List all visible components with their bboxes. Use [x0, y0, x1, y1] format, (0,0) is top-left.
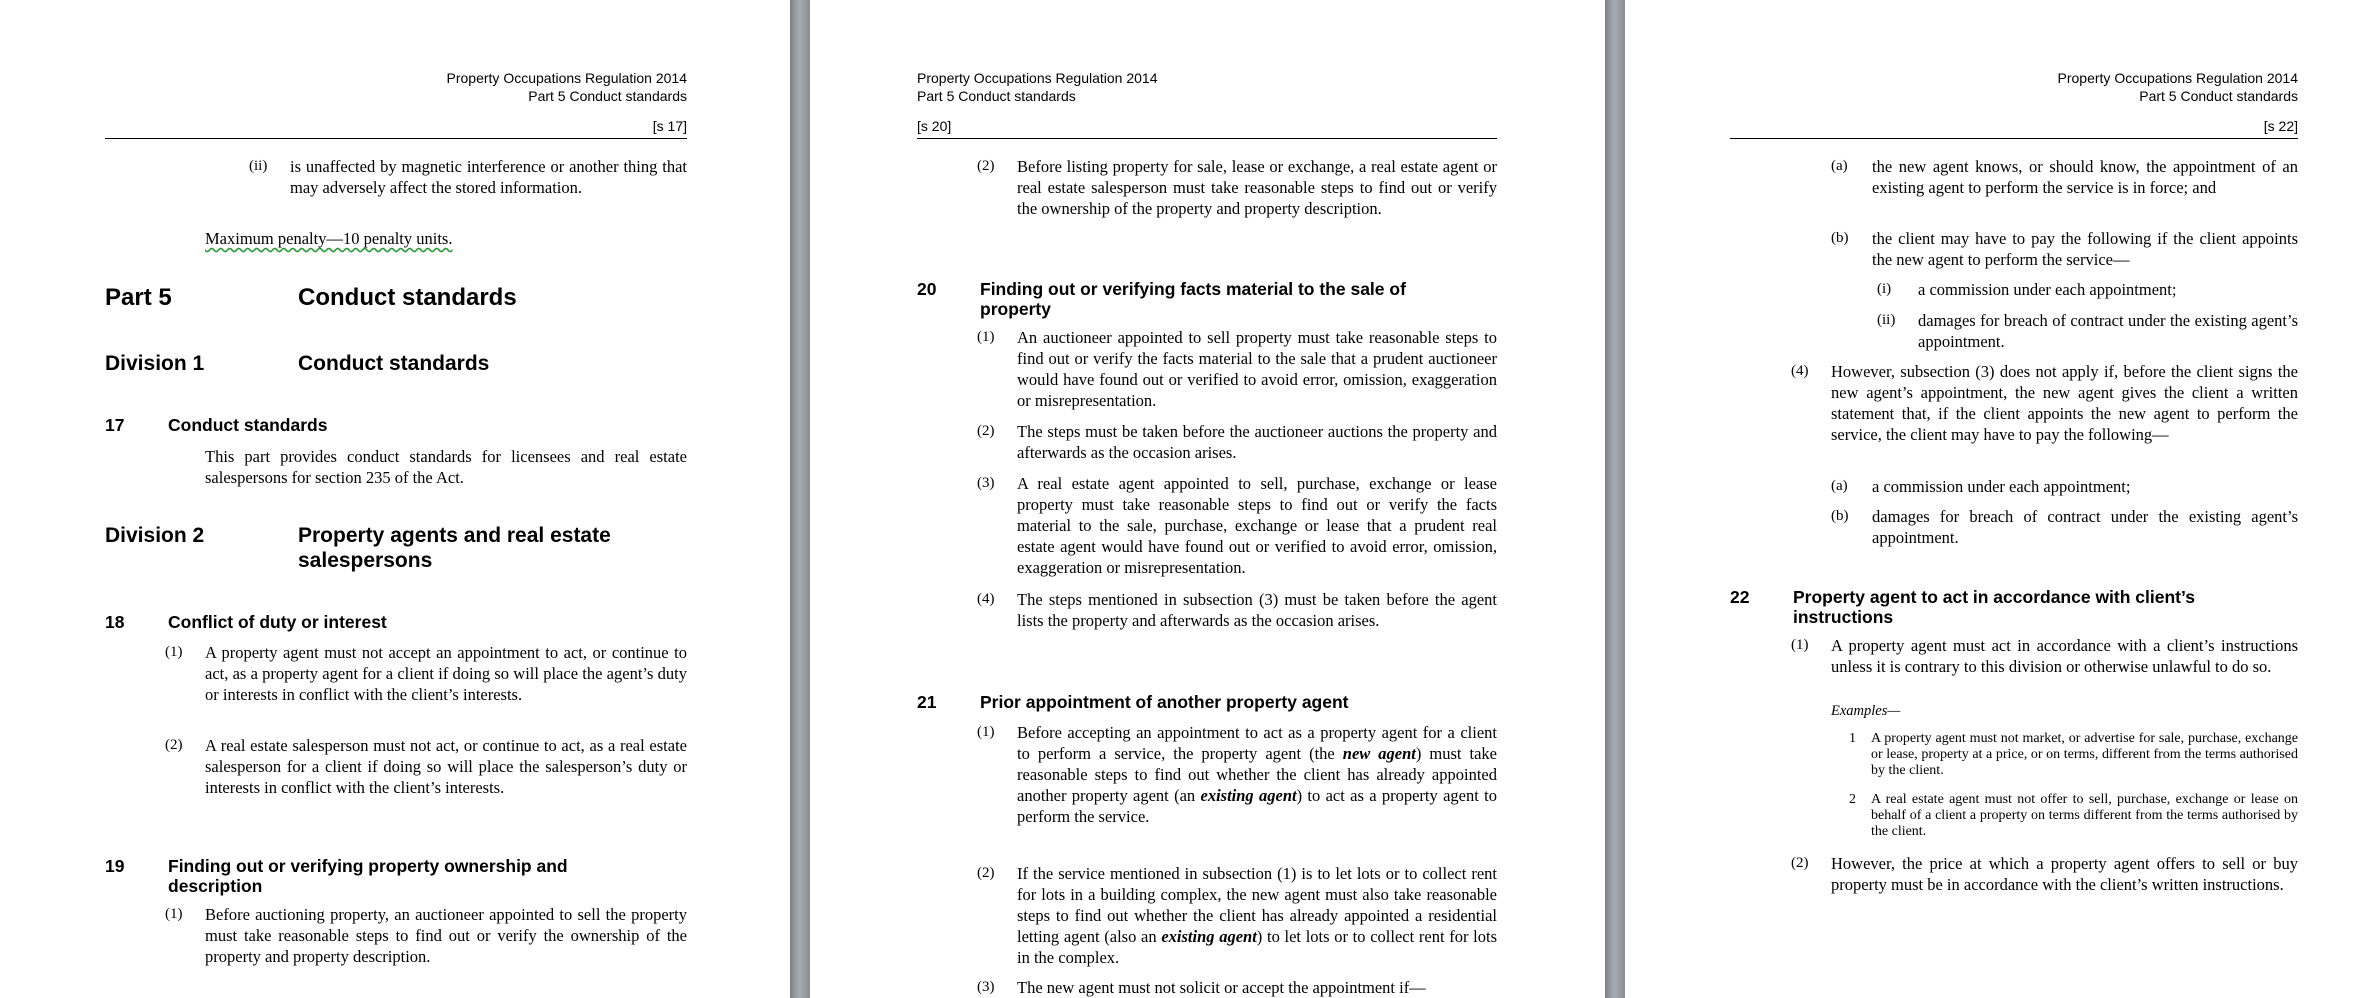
division-label: Division 1 — [105, 352, 205, 375]
paragraph: However, the price at which a property agent offers to sell or buy property must be in accordance with the client’s written instructions. — [1831, 854, 2298, 894]
document-page-1 — [0, 0, 790, 998]
subparagraph-number: (i) — [1877, 281, 1892, 297]
section-heading: Finding out or verifying property ownership and description — [168, 856, 568, 896]
paragraph: A property agent must not accept an appointment to act, or continue to act, as a property agent for a client if doing so will place the agent’s duty or interests in conflict with the client’s interests. — [205, 643, 687, 704]
running-header — [917, 69, 1157, 105]
header-rule — [917, 138, 1497, 139]
paragraph: a commission under each appointment; — [1918, 280, 2177, 299]
paragraph: A property agent must act in accordance with a client’s instructions unless it is contrary to this division or otherwise unlawful to do so. — [1831, 636, 2298, 676]
paragraph: An auctioneer appointed to sell property must take reasonable steps to find out or verify the facts material to the sale that a prudent auctioneer would have found out or verified to avoid error, omission, exaggeration or misrepresentation. — [1017, 328, 1497, 410]
header-title: Property Occupations Regulation 2014 — [917, 70, 1158, 86]
subsection-number: (1) — [165, 644, 183, 660]
subsection-number: (1) — [977, 724, 995, 740]
header-title: Property Occupations Regulation 2014 — [446, 70, 687, 86]
document-page-3 — [1625, 0, 2378, 998]
subsection-number: (2) — [977, 158, 995, 174]
page-gutter — [1605, 0, 1625, 998]
division-label: Division 2 — [105, 524, 205, 547]
page-gutter — [790, 0, 810, 998]
subsection-number: (3) — [977, 475, 995, 491]
subsection-number: (3) — [977, 979, 995, 995]
defined-term: existing agent — [1161, 927, 1257, 946]
subsection-number: (1) — [977, 329, 995, 345]
running-header — [330, 69, 687, 105]
subsection-number: (4) — [977, 591, 995, 607]
document-page-2 — [810, 0, 1605, 998]
running-header — [1725, 69, 2298, 105]
paragraph: However, subsection (3) does not apply if, before the client signs the new agent’s appointment, the new agent gives the client a written statement that, if the client appoints the new agent to perform the service, the client may have to pay the following— — [1831, 362, 2298, 444]
section-heading: Conduct standards — [168, 415, 328, 435]
example-text: A property agent must not market, or advertise for sale, purchase, exchange or lease, property at a price, or on terms, different from the terms authorised by the client. — [1871, 731, 2298, 778]
section-heading: Finding out or verifying facts material to the sale of property — [980, 279, 1406, 319]
example-text: A real estate agent must not offer to sell, purchase, exchange or lease on behalf of a client a property on terms different from the terms authorised by the client. — [1871, 792, 2298, 839]
part-label: Part 5 — [105, 284, 172, 311]
paragraph: A real estate salesperson must not act, or continue to act, as a real estate salesperson for a client if doing so will place the salesperson’s duty or interests in conflict with the client’s interests. — [205, 736, 687, 797]
example-number: 2 — [1849, 792, 1856, 807]
section-number: 20 — [917, 279, 937, 299]
paragraph: The new agent must not solicit or accept the appointment if— — [1017, 978, 1426, 997]
section-number: 19 — [105, 856, 125, 876]
paragraph: the new agent knows, or should know, the appointment of an existing agent to perform the service is in force; and — [1872, 157, 2298, 197]
header-part: Part 5 Conduct standards — [917, 88, 1076, 104]
section-number: 22 — [1730, 587, 1750, 607]
paragraph-letter: (b) — [1831, 230, 1849, 246]
subsection-number: (2) — [977, 423, 995, 439]
section-heading: Conflict of duty or interest — [168, 612, 387, 632]
subsection-number: (1) — [165, 906, 183, 922]
example-number: 1 — [1849, 731, 1856, 746]
paragraph: Before accepting an appointment to act as a property agent for a client to perform a service, the property agent (the new agent) must take reasonable steps to find out whether the client has already appointed another property agent (an existing agent) to act as a property agent to perform the service. — [1017, 723, 1497, 826]
header-rule — [1730, 138, 2298, 139]
paragraph: damages for breach of contract under the existing agent’s appointment. — [1872, 507, 2298, 547]
subsection-number: (2) — [165, 737, 183, 753]
penalty-text: Maximum penalty—10 penalty units. — [205, 229, 453, 248]
paragraph: The steps mentioned in subsection (3) must be taken before the agent lists the property and afterwards as the occasion arises. — [1017, 590, 1497, 630]
section-number: 17 — [105, 415, 125, 435]
section-ref: [s 20] — [917, 118, 952, 134]
paragraph: A real estate agent appointed to sell, purchase, exchange or lease property must take reasonable steps to find out or verify the facts material to the sale, purchase, exchange or lease that a prudent real estate agent would have found out or verified to avoid error, omission, exaggeration or misrepresentation. — [1017, 474, 1497, 577]
part-title: Conduct standards — [298, 284, 517, 311]
section-ref: [s 17] — [652, 118, 687, 134]
paragraph: a commission under each appointment; — [1872, 477, 2131, 496]
paragraph: is unaffected by magnetic interference or another thing that may adversely affect the stored information. — [290, 157, 687, 197]
subsection-number: (4) — [1791, 363, 1809, 379]
section-ref: [s 22] — [2263, 118, 2298, 134]
subsection-number: (1) — [1791, 637, 1809, 653]
section-heading: Prior appointment of another property agent — [980, 692, 1349, 712]
subparagraph-number: (ii) — [1877, 312, 1896, 328]
header-title: Property Occupations Regulation 2014 — [2057, 70, 2298, 86]
paragraph-letter: (a) — [1831, 158, 1848, 174]
header-rule — [105, 138, 687, 139]
paragraph: the client may have to pay the following if the client appoints the new agent to perform the service— — [1872, 229, 2298, 269]
defined-term: new agent — [1342, 744, 1416, 763]
division-title: Property agents and real estate salespersons — [298, 524, 611, 572]
header-part: Part 5 Conduct standards — [2139, 88, 2298, 104]
subsection-number: (2) — [1791, 855, 1809, 871]
defined-term: existing agent — [1200, 786, 1297, 805]
paragraph: This part provides conduct standards for licensees and real estate salespersons for section 235 of the Act. — [205, 447, 687, 487]
item-number: (ii) — [249, 158, 268, 174]
header-part: Part 5 Conduct standards — [528, 88, 687, 104]
subsection-number: (2) — [977, 865, 995, 881]
paragraph: damages for breach of contract under the existing agent’s appointment. — [1918, 311, 2298, 351]
section-heading: Property agent to act in accordance with client’s instructions — [1793, 587, 2195, 627]
examples-label: Examples— — [1831, 703, 1901, 719]
paragraph-letter: (b) — [1831, 508, 1849, 524]
paragraph: If the service mentioned in subsection (1) is to let lots or to collect rent for lots in a building complex, the new agent must also take reasonable steps to find out whether the client has already appointed a residential letting agent (also an existing agent) to let lots or to collect rent for lots in the complex. — [1017, 864, 1497, 967]
paragraph: The steps must be taken before the auctioneer auctions the property and afterwards as the occasion arises. — [1017, 422, 1497, 462]
section-number: 21 — [917, 692, 937, 712]
paragraph: Before listing property for sale, lease or exchange, a real estate agent or real estate salesperson must take reasonable steps to find out or verify the ownership of the property and property description. — [1017, 157, 1497, 218]
paragraph: Before auctioning property, an auctioneer appointed to sell the property must take reasonable steps to find out or verify the ownership of the property and property description. — [205, 905, 687, 966]
section-number: 18 — [105, 612, 125, 632]
division-title: Conduct standards — [298, 352, 490, 375]
paragraph-letter: (a) — [1831, 478, 1848, 494]
